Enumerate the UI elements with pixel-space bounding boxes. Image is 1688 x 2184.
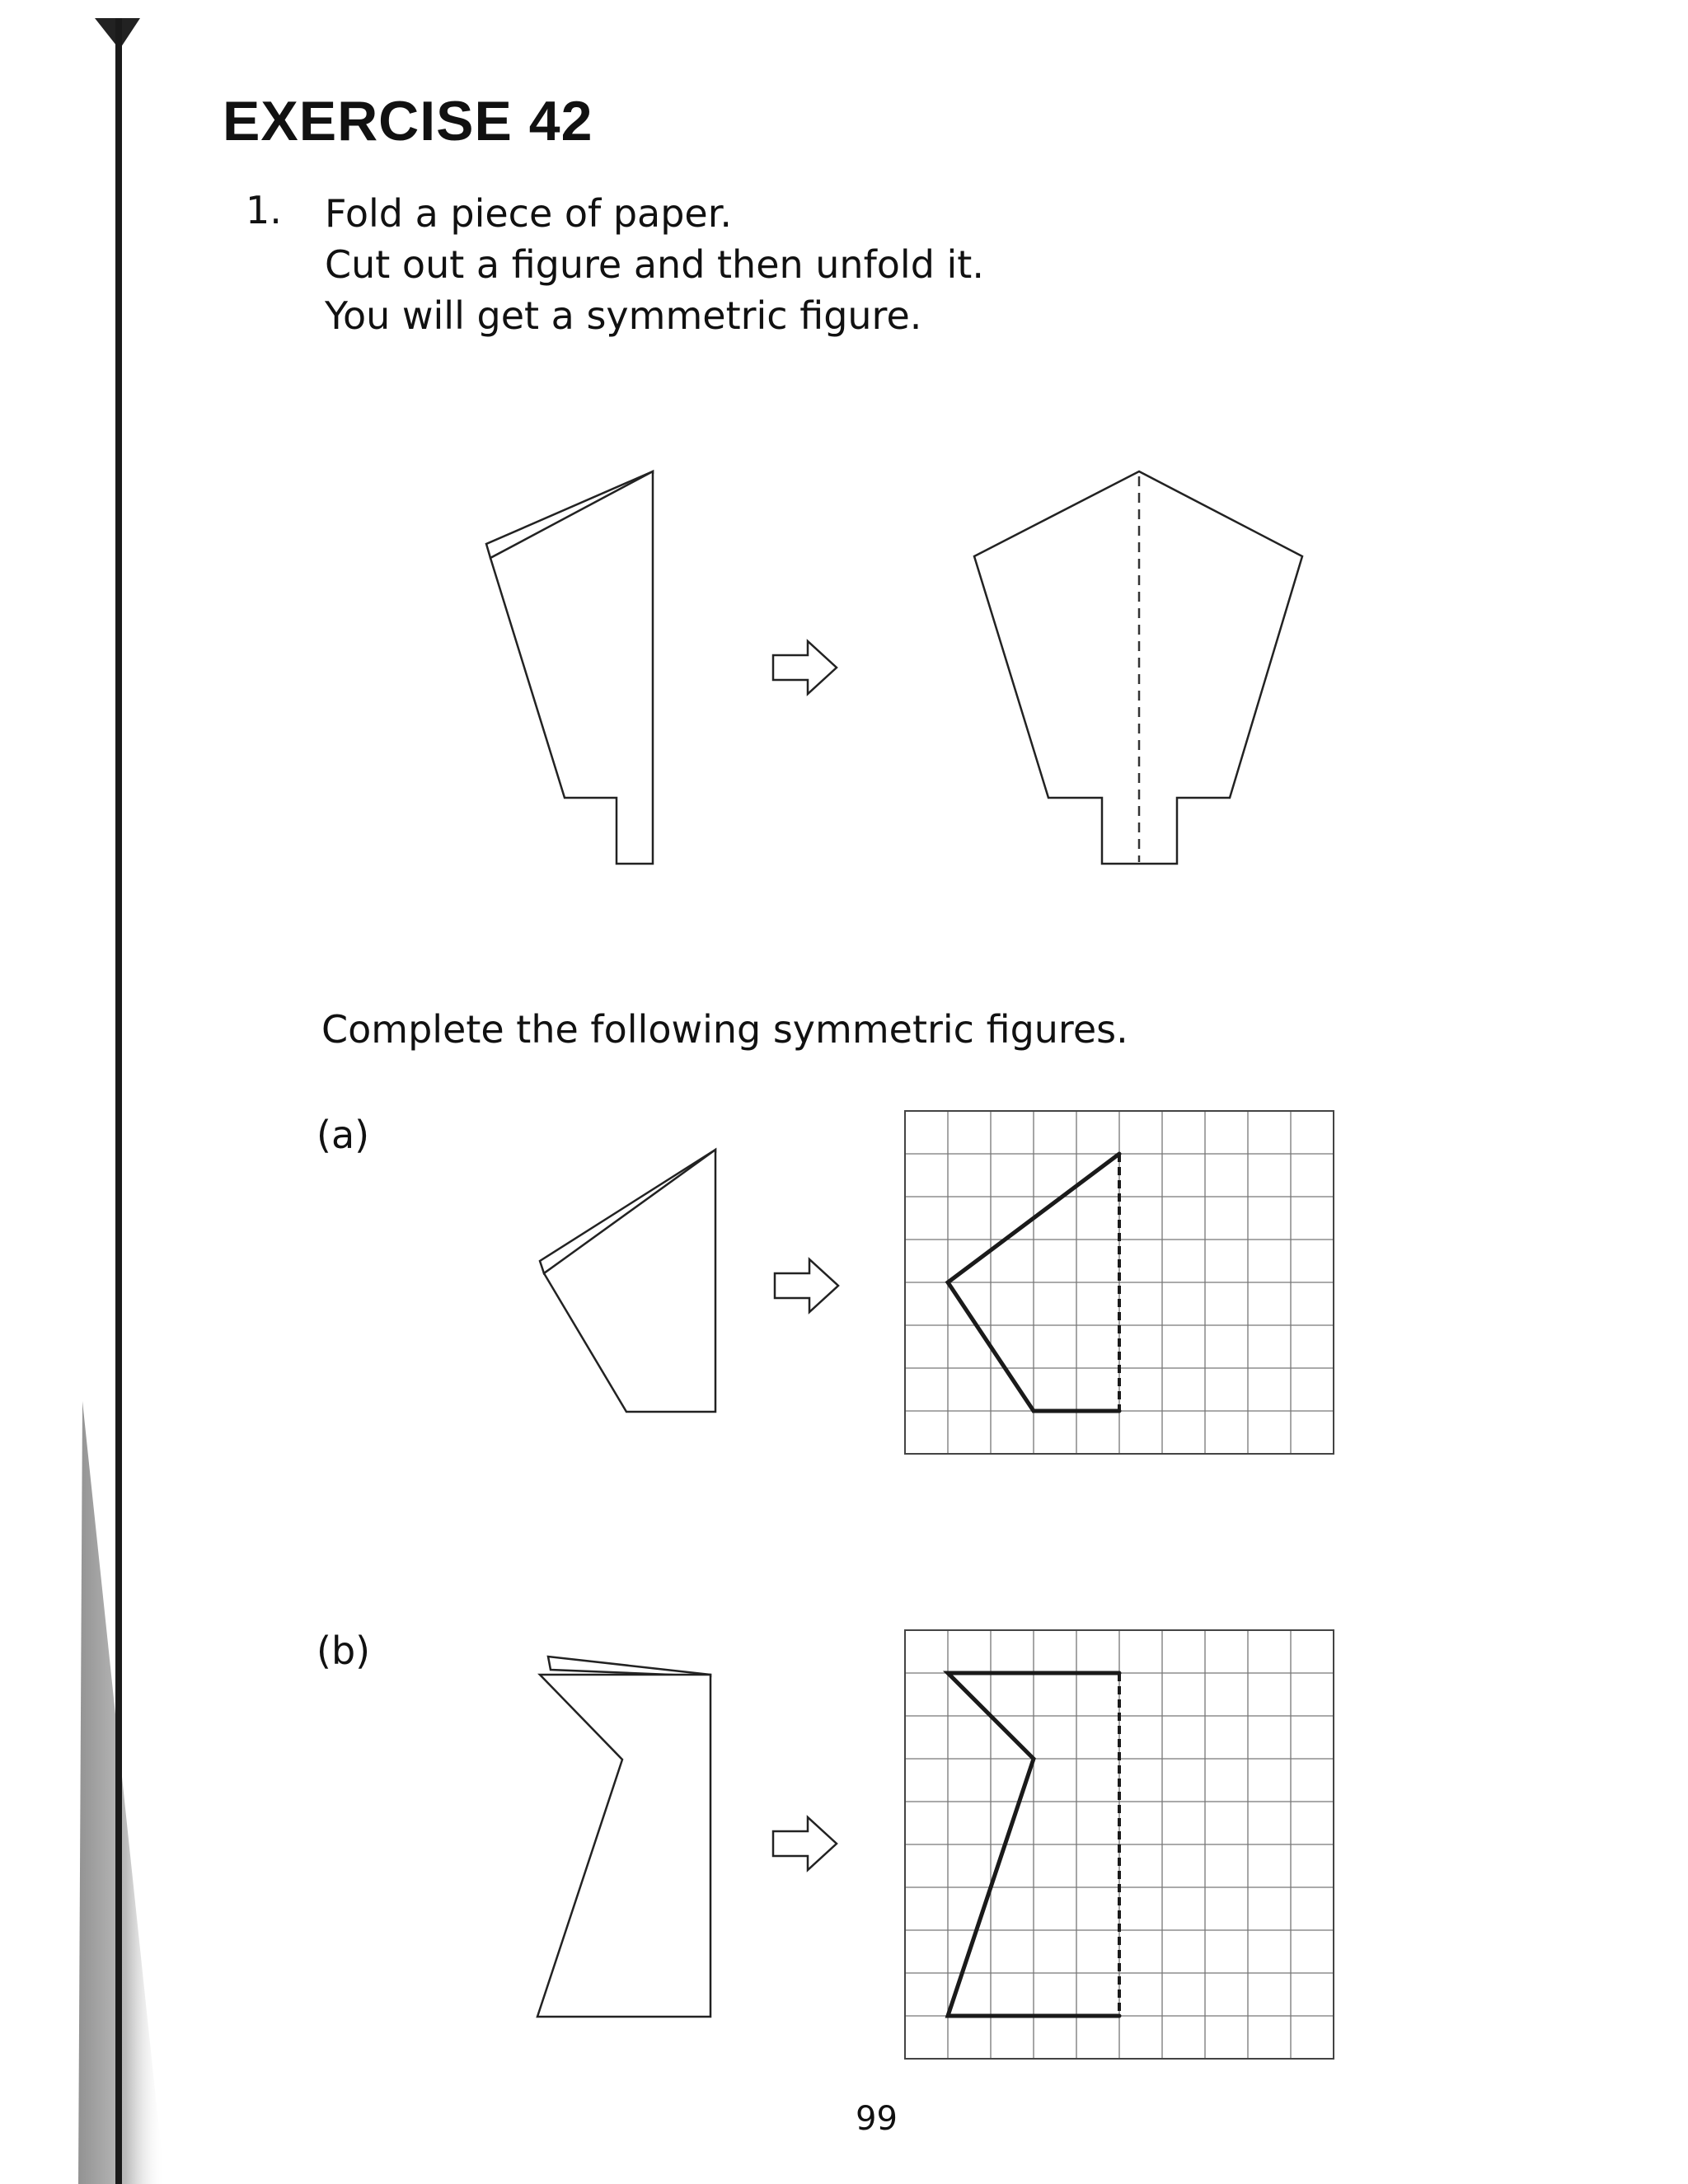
instruction-line: You will get a symmetric figure. bbox=[325, 293, 922, 338]
page-number: 99 bbox=[856, 2100, 898, 2138]
book-binding-edge bbox=[0, 0, 214, 2184]
task-prompt: Complete the following symmetric figures. bbox=[321, 1007, 1128, 1052]
instruction-list bbox=[325, 188, 984, 341]
unfolded-symmetric-figure bbox=[974, 471, 1302, 864]
question-number: 1. bbox=[246, 188, 282, 232]
folded-paper-cutout bbox=[490, 471, 653, 864]
part-b-label: (b) bbox=[316, 1629, 371, 1673]
part-a-grid[interactable] bbox=[905, 1111, 1334, 1454]
folded-paper-cutout bbox=[544, 1150, 715, 1412]
right-arrow-icon bbox=[773, 641, 837, 694]
folded-paper-cutout bbox=[537, 1675, 710, 2017]
part-b-grid[interactable] bbox=[905, 1630, 1334, 2059]
folded-paper-back-layer bbox=[540, 1150, 715, 1273]
right-arrow-icon bbox=[773, 1817, 837, 1870]
right-arrow-icon bbox=[775, 1259, 838, 1312]
exercise-title: EXERCISE 42 bbox=[223, 90, 593, 152]
folded-paper-back-layer bbox=[486, 471, 653, 558]
folded-paper-back-layer bbox=[548, 1657, 710, 1676]
part-a-label: (a) bbox=[316, 1113, 370, 1157]
instruction-line: Cut out a figure and then unfold it. bbox=[325, 242, 984, 287]
instruction-line: Fold a piece of paper. bbox=[325, 191, 733, 236]
